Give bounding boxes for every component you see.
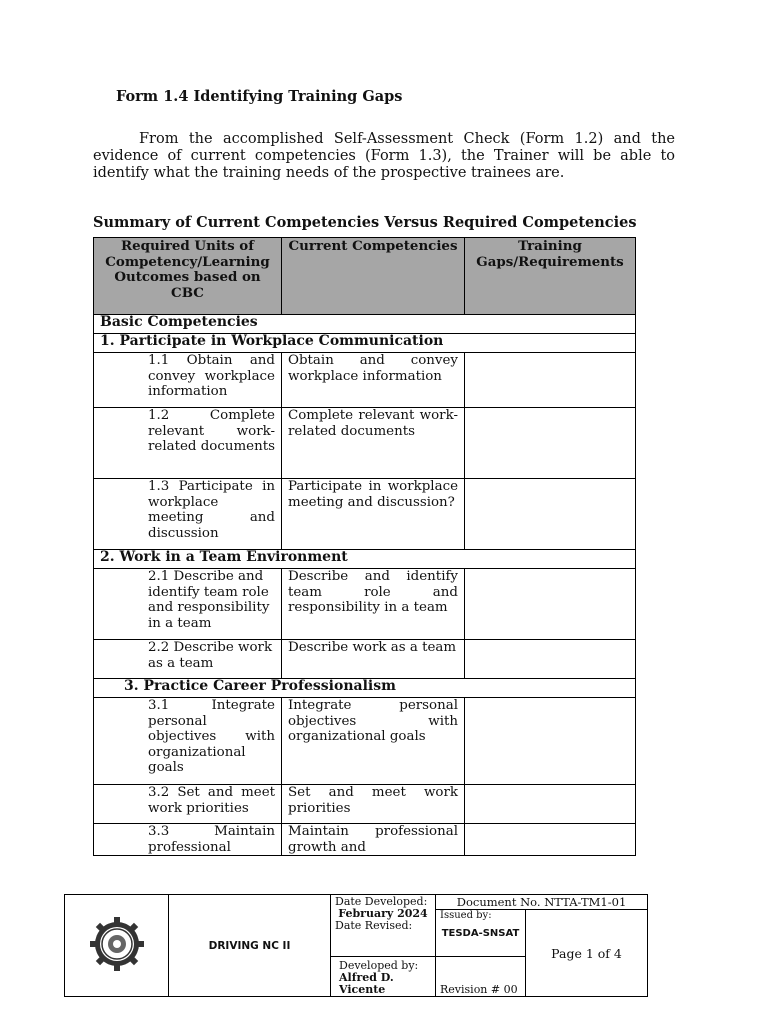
basic-competencies-row: Basic Competencies <box>94 315 636 334</box>
institution-logo <box>65 895 169 997</box>
current-cell: Set and meet work priorities <box>282 785 465 824</box>
gap-cell[interactable] <box>465 408 636 479</box>
gap-cell[interactable] <box>465 824 636 856</box>
current-cell: Complete relevant work-related documents <box>282 408 465 479</box>
gap-cell[interactable] <box>465 353 636 408</box>
section-title: 3. Practice Career Professionalism <box>94 679 636 698</box>
header-required-units: Required Units of Competency/Learning Outcomes based on CBC <box>94 238 282 315</box>
section-title: 1. Participate in Workplace Communication <box>94 334 636 353</box>
revision-number: Revision # 00 <box>436 957 526 997</box>
course-name: DRIVING NC II <box>169 895 331 997</box>
current-cell: Integrate personal objectives with organizational goals <box>282 698 465 785</box>
unit-cell: 1.1 Obtain and convey workplace information <box>94 353 282 408</box>
page-number: Page 1 of 4 <box>526 910 648 997</box>
current-cell: Participate in workplace meeting and discussion? <box>282 479 465 550</box>
gap-cell[interactable] <box>465 569 636 640</box>
header-training-gaps: Training Gaps/Requirements <box>465 238 636 315</box>
gear-seal-icon <box>88 915 146 973</box>
unit-cell: 2.1 Describe and identify team role and responsibility in a team <box>94 569 282 640</box>
current-cell: Describe work as a team <box>282 640 465 679</box>
gap-cell[interactable] <box>465 640 636 679</box>
unit-cell: 3.1 Integrate personal objectives with organizational goals <box>94 698 282 785</box>
intro-paragraph: From the accomplished Self-Assessment Check (Form 1.2) and the evidence of current competencies (Form 1.3), the Trainer will be able to identify what the training needs of the prospective trainees are. <box>93 131 675 181</box>
summary-title: Summary of Current Competencies Versus Required Competencies <box>93 214 637 231</box>
unit-cell: 1.3 Participate in workplace meeting and discussion <box>94 479 282 550</box>
gap-cell[interactable] <box>465 479 636 550</box>
section-title: 2. Work in a Team Environment <box>94 550 636 569</box>
developed-by: Developed by: Alfred D. Vicente <box>331 957 436 997</box>
document-number: Document No. NTTA-TM1-01 <box>436 895 648 910</box>
competency-table <box>93 237 636 856</box>
unit-cell: 1.2 Complete relevant work-related documents <box>94 408 282 479</box>
current-cell: Maintain professional growth and <box>282 824 465 856</box>
current-cell: Obtain and convey workplace information <box>282 353 465 408</box>
unit-cell: 3.2 Set and meet work priorities <box>94 785 282 824</box>
gap-cell[interactable] <box>465 698 636 785</box>
date-info: Date Developed: February 2024 Date Revised: <box>331 895 436 957</box>
unit-cell: 3.3 Maintain professional <box>94 824 282 856</box>
unit-cell: 2.2 Describe work as a team <box>94 640 282 679</box>
document-footer <box>64 894 648 997</box>
header-current-competencies: Current Competencies <box>282 238 465 315</box>
issued-by: Issued by: TESDA-SNSAT <box>436 910 526 957</box>
form-title: Form 1.4 Identifying Training Gaps <box>116 88 403 105</box>
gap-cell[interactable] <box>465 785 636 824</box>
current-cell: Describe and identify team role and responsibility in a team <box>282 569 465 640</box>
